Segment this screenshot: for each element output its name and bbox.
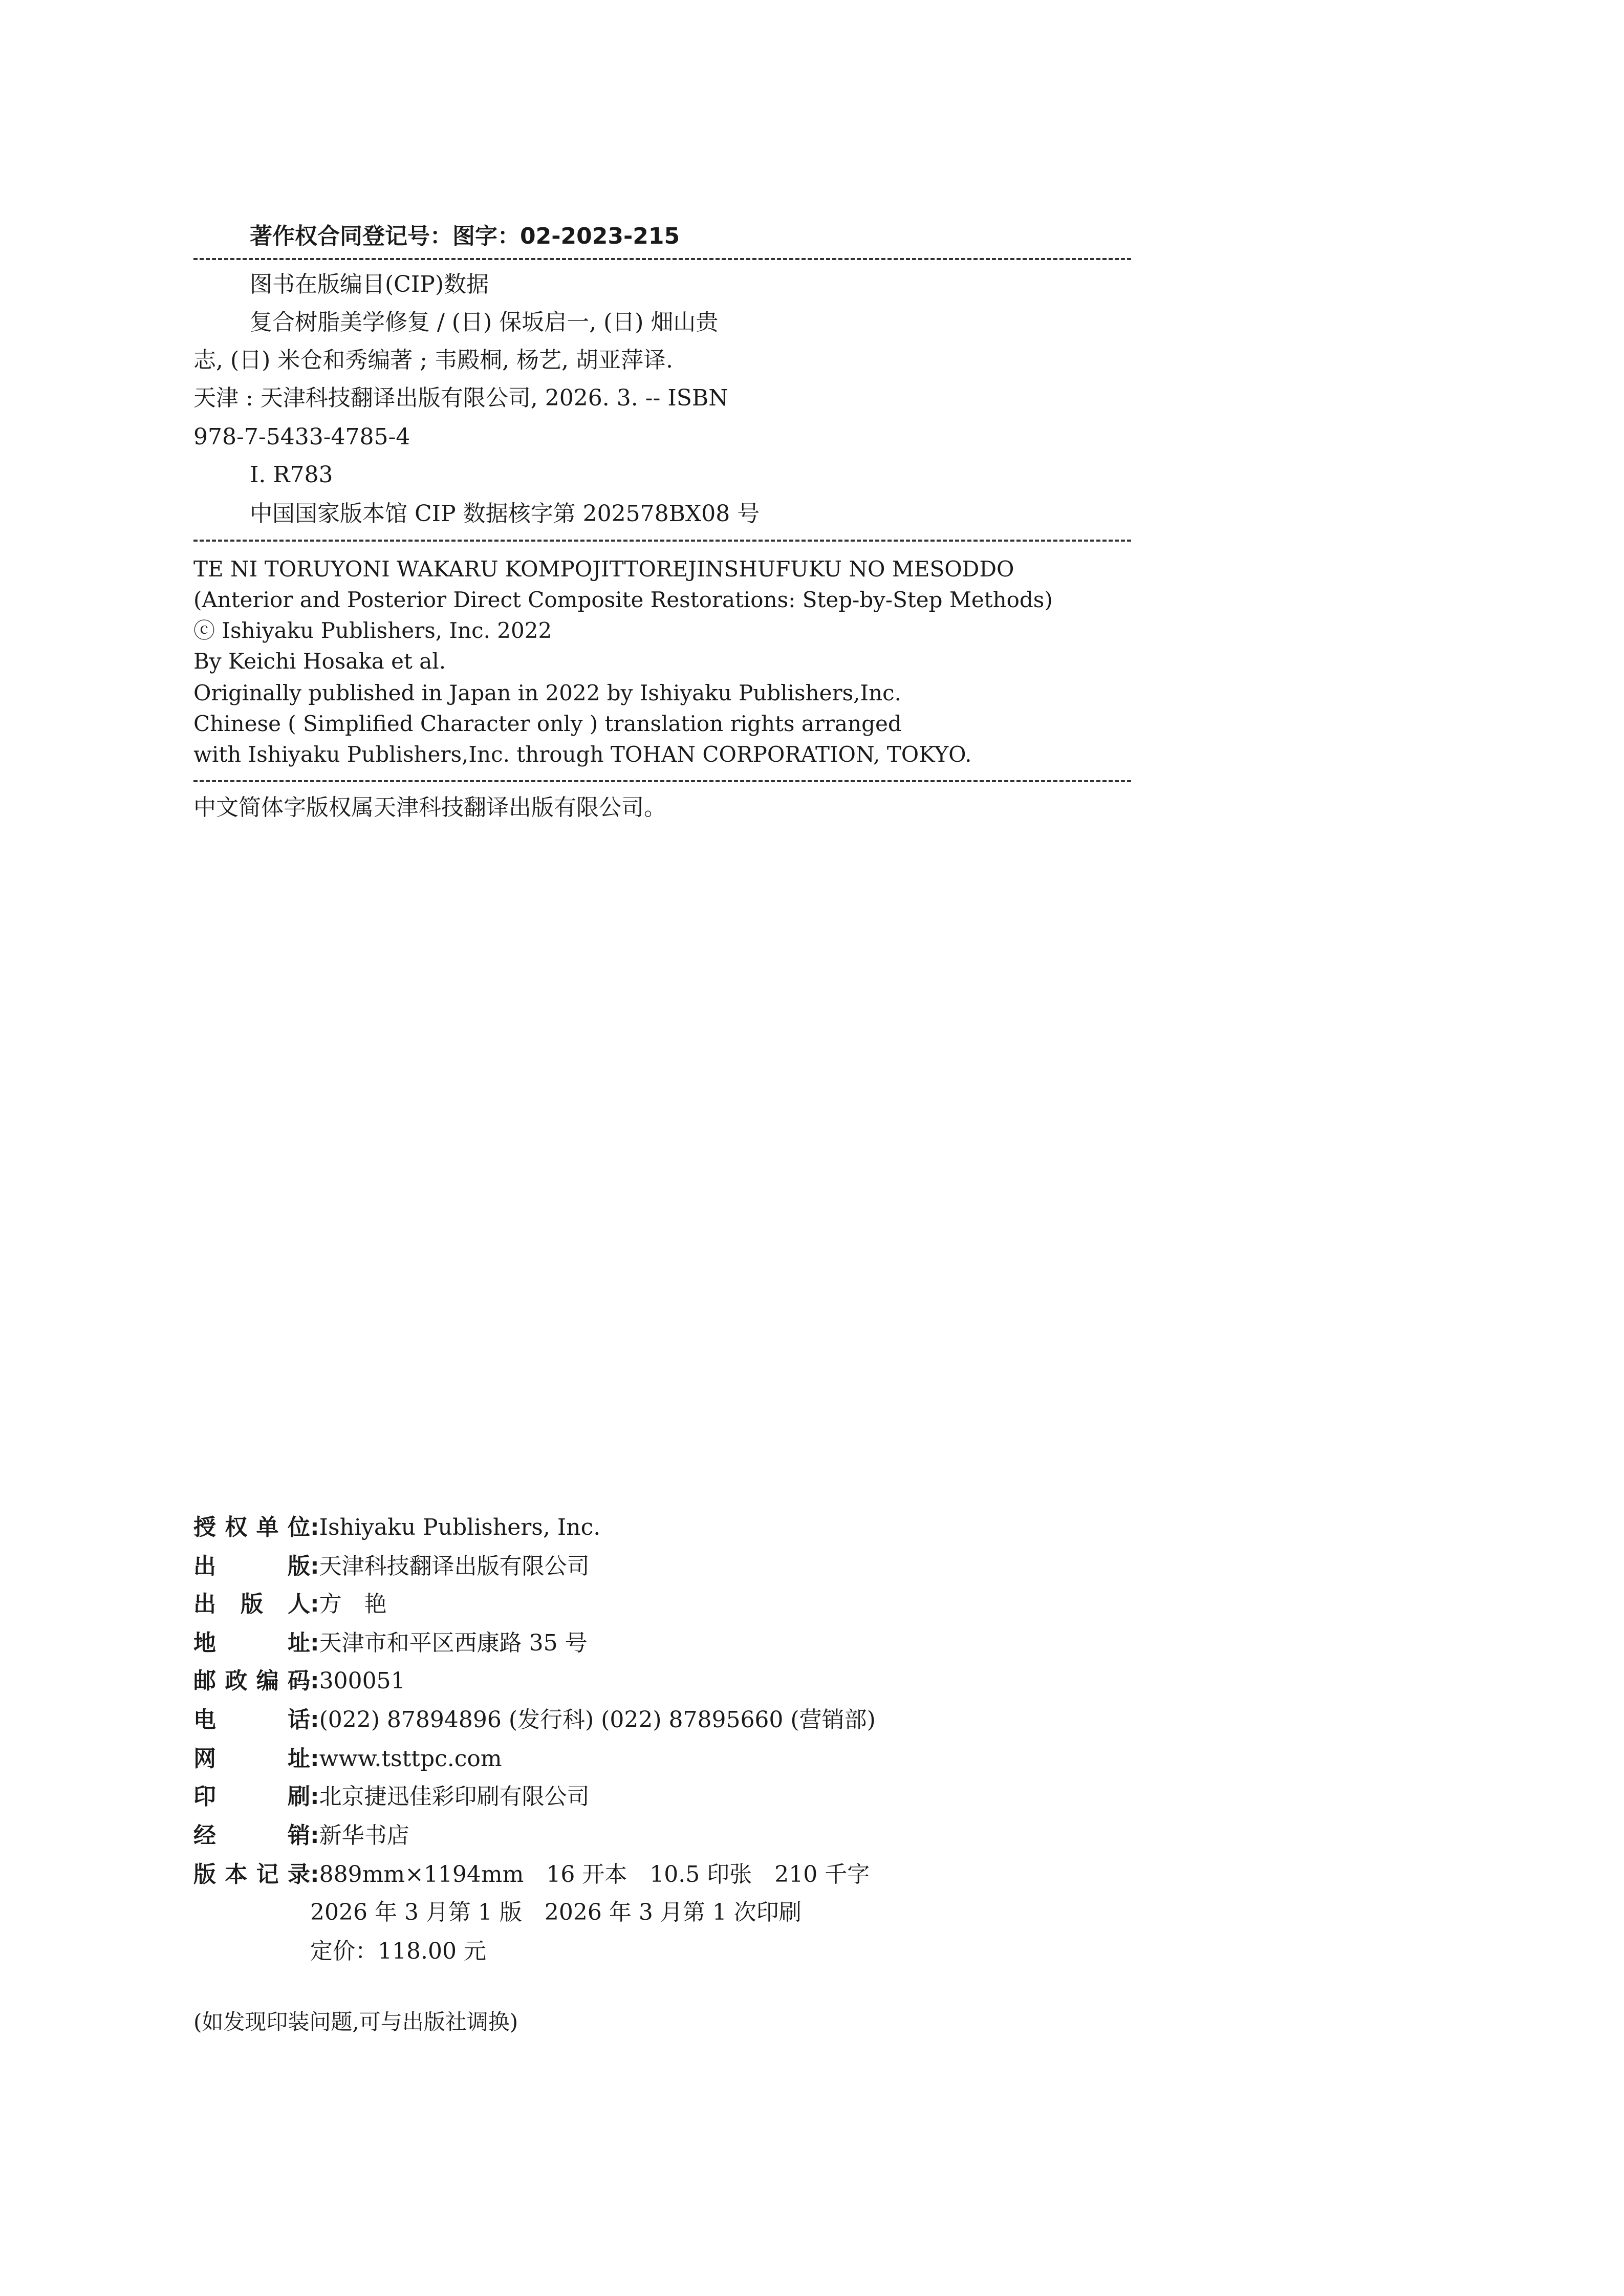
- info-row-printer: 印刷:北京捷迅佳彩印刷有限公司: [193, 1783, 590, 1811]
- cip-line-4: 978-7-5433-4785-4: [193, 424, 410, 450]
- info-row-address: 地址:天津市和平区西康路 35 号: [193, 1629, 588, 1658]
- info-value: www.tsttpc.com: [319, 1746, 502, 1772]
- info-label: 网址: [193, 1746, 310, 1772]
- rights-notice: 中文简体字版权属天津科技翻译出版有限公司。: [193, 795, 666, 821]
- info-value: 300051: [319, 1668, 405, 1694]
- info-value: 889mm×1194mm 16 开本 10.5 印张 210 千字: [319, 1861, 870, 1887]
- info-value: 天津科技翻译出版有限公司: [319, 1553, 590, 1579]
- info-value: 新华书店: [319, 1822, 409, 1849]
- info-label: 授权单位: [193, 1514, 310, 1540]
- info-row-website: 网址:www.tsttpc.com: [193, 1745, 502, 1773]
- divider-top: [193, 258, 1131, 260]
- info-value: 北京捷迅佳彩印刷有限公司: [319, 1784, 590, 1810]
- info-row-distributor: 经销:新华书店: [193, 1821, 409, 1850]
- info-row-publisher: 出版:天津科技翻译出版有限公司: [193, 1552, 590, 1581]
- info-value: (022) 87894896 (发行科) (022) 87895660 (营销部): [319, 1707, 876, 1733]
- info-label: 地址: [193, 1630, 310, 1656]
- cip-line-6: 中国国家版本馆 CIP 数据核字第 202578BX08 号: [250, 501, 760, 527]
- cip-line-1: 复合树脂美学修复 / (日) 保坂启一, (日) 畑山贵: [250, 309, 719, 335]
- original-title: TE NI TORUYONI WAKARU KOMPOJITTOREJINSHUFUKU NO MESODDO: [193, 556, 1014, 582]
- original-copyright: ⓒ Ishiyaku Publishers, Inc. 2022: [193, 618, 552, 643]
- info-label: 出版: [193, 1553, 310, 1579]
- original-rights-1: Chinese ( Simplified Character only ) translation rights arranged: [193, 711, 902, 736]
- divider-middle: [193, 540, 1131, 542]
- info-row-phone: 电话:(022) 87894896 (发行科) (022) 87895660 (营销部): [193, 1706, 876, 1734]
- info-value: 方 艳: [319, 1591, 387, 1617]
- price: 定价：118.00 元: [310, 1938, 486, 1964]
- footer-note: (如发现印装问题,可与出版社调换): [193, 2009, 518, 2034]
- original-author: By Keichi Hosaka et al.: [193, 649, 446, 674]
- info-label: 出版人: [193, 1591, 310, 1617]
- cip-heading: 图书在版编目(CIP)数据: [250, 271, 489, 297]
- divider-bottom: [193, 780, 1131, 782]
- cip-line-5: Ⅰ. R783: [250, 462, 333, 488]
- info-row-edition-record: 版本记录:889mm×1194mm 16 开本 10.5 印张 210 千字: [193, 1860, 870, 1889]
- info-label: 经销: [193, 1822, 310, 1849]
- info-row-publisher-person: 出版人:方 艳: [193, 1590, 387, 1619]
- original-subtitle: (Anterior and Posterior Direct Composite Restorations: Step-by-Step Methods): [193, 587, 1053, 612]
- info-value: Ishiyaku Publishers, Inc.: [319, 1514, 601, 1540]
- info-row-licensor: 授权单位:Ishiyaku Publishers, Inc.: [193, 1513, 600, 1542]
- cip-line-2: 志, (日) 米仓和秀编著 ; 韦殿桐, 杨艺, 胡亚萍译.: [193, 347, 674, 373]
- info-label: 邮政编码: [193, 1668, 310, 1694]
- info-label: 印刷: [193, 1784, 310, 1810]
- info-label: 电话: [193, 1707, 310, 1733]
- copyright-registration: 著作权合同登记号：图字：02-2023-215: [250, 223, 680, 249]
- original-rights-2: with Ishiyaku Publishers,Inc. through TOHAN CORPORATION, TOKYO.: [193, 742, 972, 767]
- cip-line-3: 天津 : 天津科技翻译出版有限公司, 2026. 3. -- ISBN: [193, 385, 728, 411]
- info-value: 天津市和平区西康路 35 号: [319, 1630, 588, 1656]
- info-label: 版本记录: [193, 1861, 310, 1887]
- original-published: Originally published in Japan in 2022 by Ishiyaku Publishers,Inc.: [193, 680, 902, 705]
- info-row-postcode: 邮政编码:300051: [193, 1667, 405, 1696]
- edition-line: 2026 年 3 月第 1 版 2026 年 3 月第 1 次印刷: [310, 1899, 802, 1925]
